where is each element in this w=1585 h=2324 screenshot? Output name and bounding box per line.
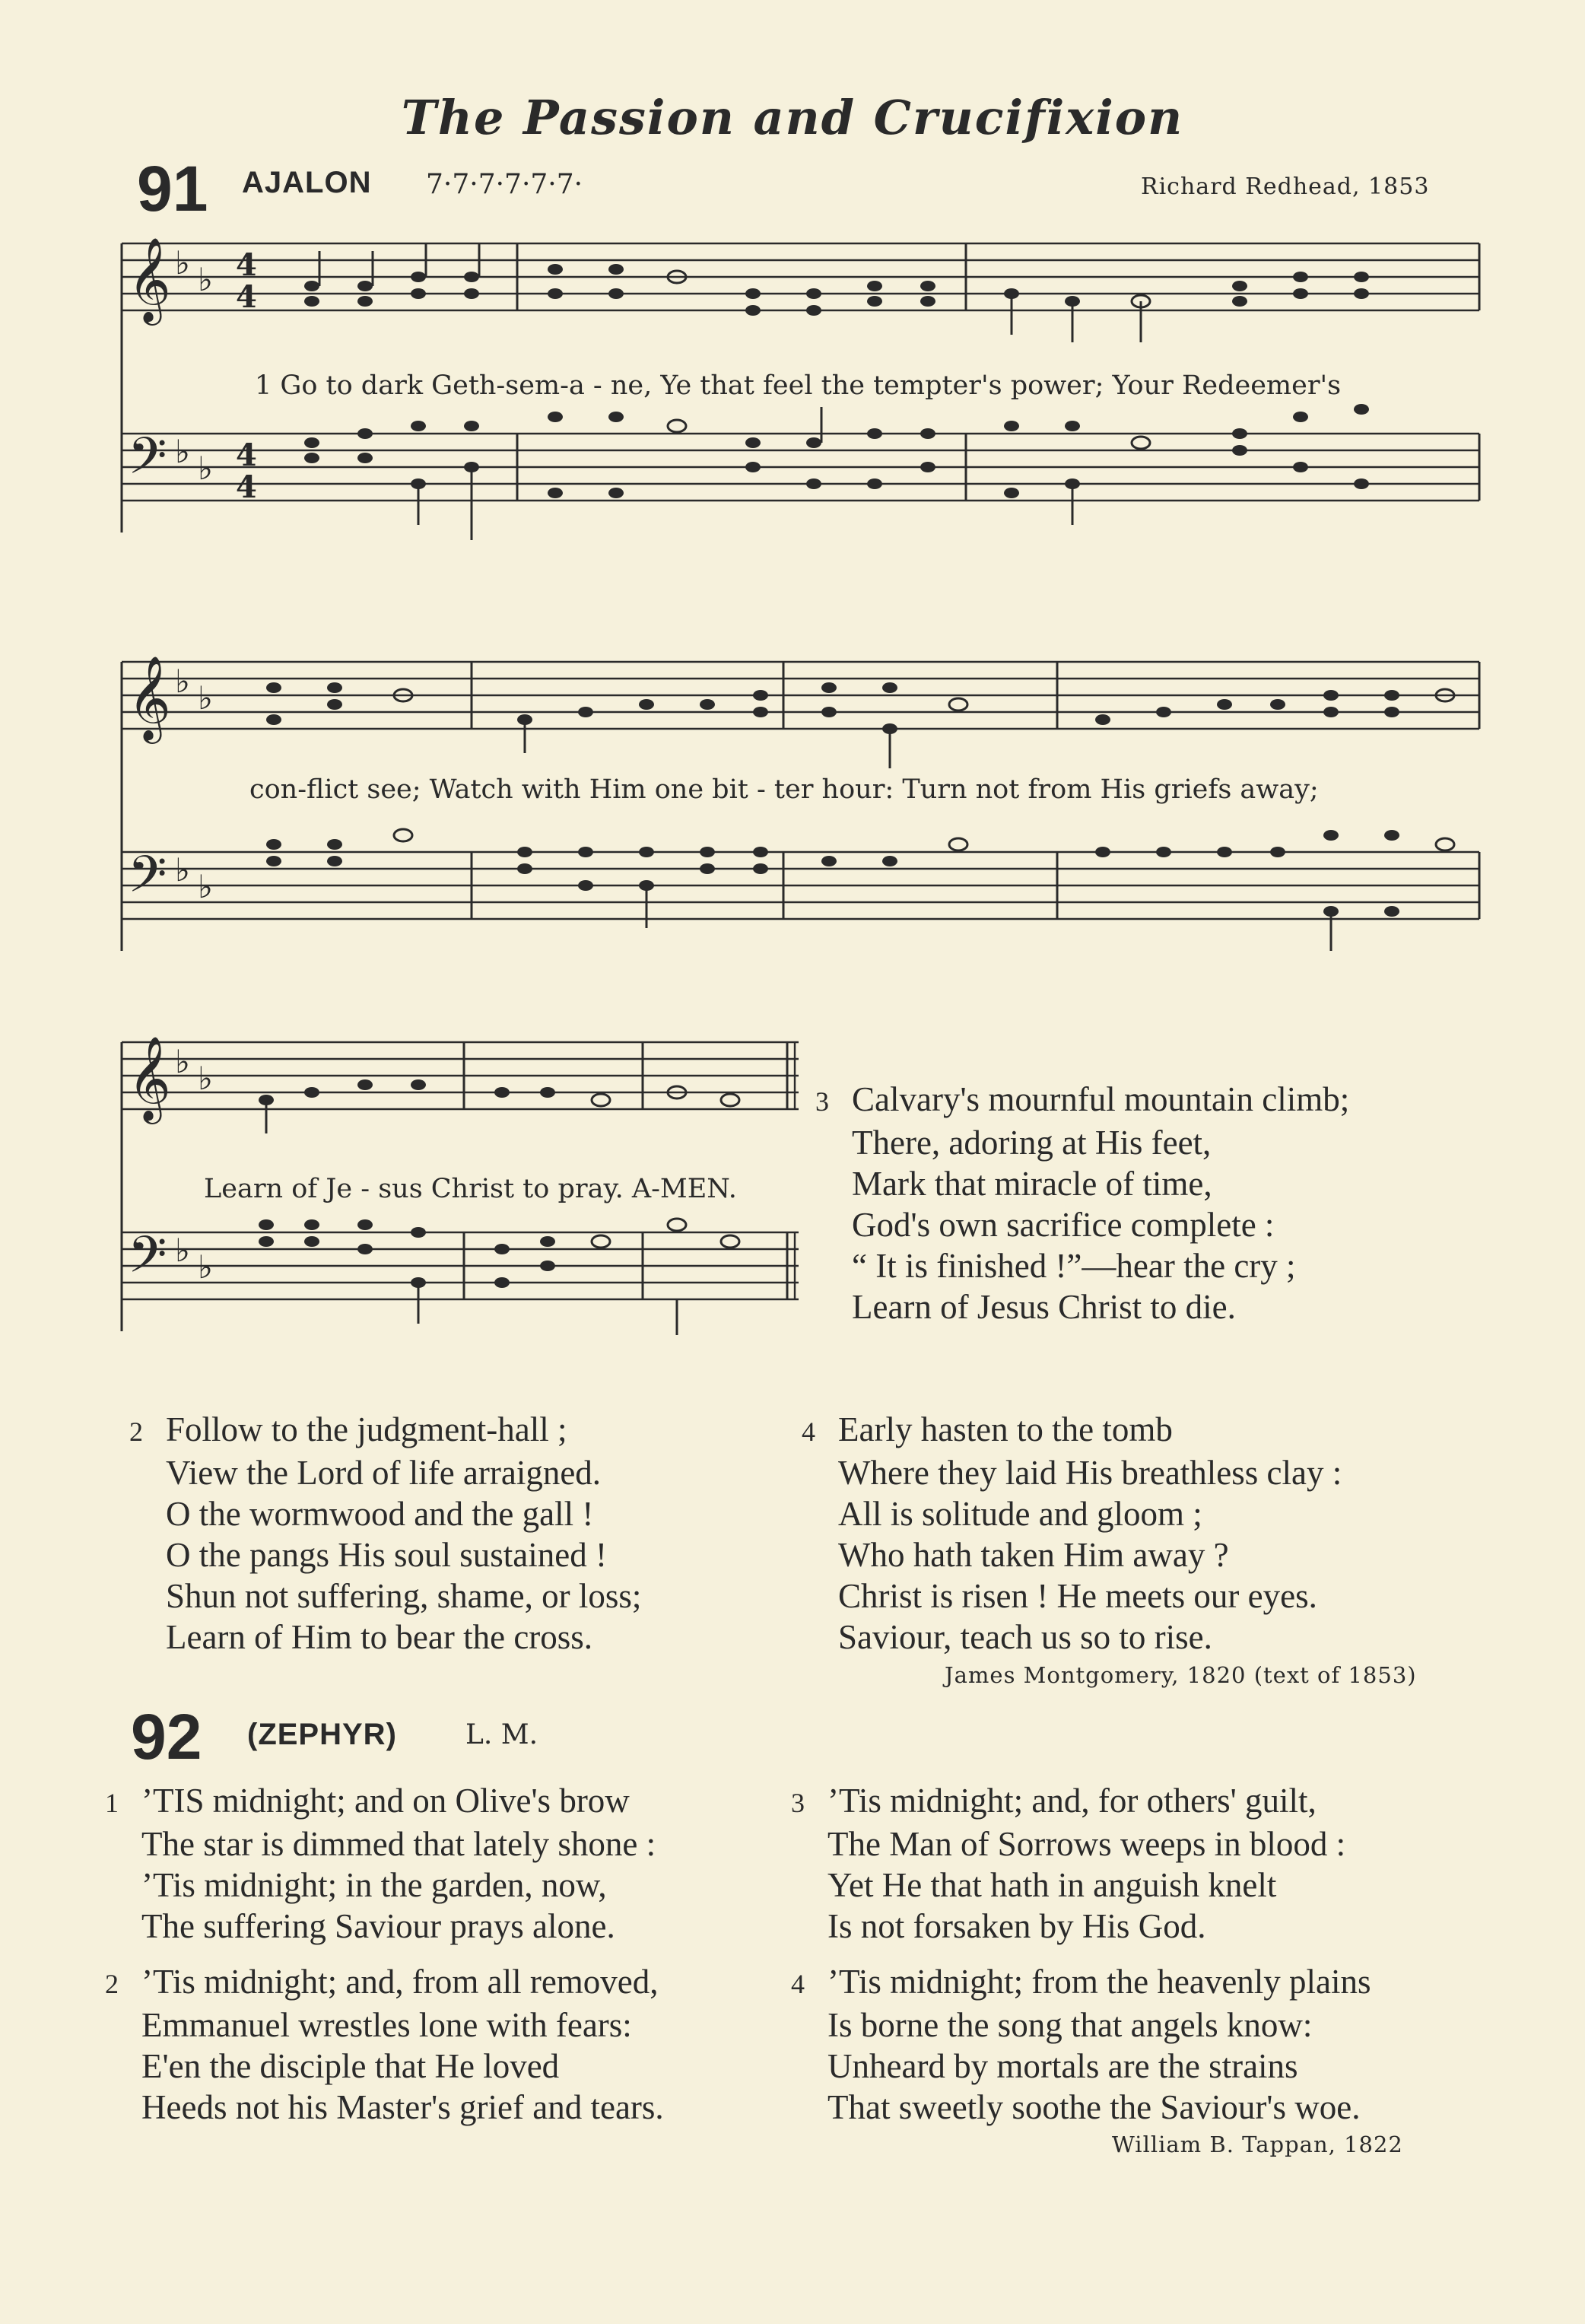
verse-line: ’Tis midnight; and, for others' guilt, [827, 1782, 1317, 1820]
verse-line: All is solitude and gloom ; [838, 1495, 1202, 1533]
hymn-92-meter: L. M. [465, 1719, 538, 1750]
hymn-92-tune-name: (ZEPHYR) [247, 1718, 397, 1751]
verse-line: ’Tis midnight; in the garden, now, [141, 1866, 607, 1904]
verse-line: The star is dimmed that lately shone : [141, 1825, 656, 1863]
hymn-91-tune-name: AJALON [242, 166, 372, 199]
time-signature: 4 [236, 279, 257, 315]
flat-icon: ♭ [175, 663, 190, 700]
page-header: The Passion and Crucifixion [401, 90, 1184, 145]
verse-line: Unheard by mortals are the strains [827, 2047, 1298, 2085]
flat-icon: ♭ [198, 1060, 213, 1097]
bass-staff [122, 404, 1479, 540]
flat-icon: ♭ [175, 244, 190, 281]
hymn-91-verse-2 [129, 1409, 641, 1658]
verse-line: The Man of Sorrows weeps in blood : [827, 1825, 1346, 1863]
treble-clef-icon: 𝄞 [128, 237, 171, 322]
flat-icon: ♭ [175, 1232, 190, 1269]
flat-icon: ♭ [175, 851, 190, 889]
treble-clef-icon: 𝄞 [128, 655, 171, 740]
hymn-92-attribution: William B. Tappan, 1822 [1112, 2132, 1403, 2157]
hymn-91-lyric-line-1: 1 Go to dark Geth-sem-a - ne, Ye that feel the tempter's power; Your Redeemer's [255, 370, 1342, 401]
verse-line: Shun not suffering, shame, or loss; [166, 1577, 642, 1615]
verse-line: ’TIS midnight; and on Olive's brow [141, 1782, 630, 1820]
verse-line: E'en the disciple that He loved [141, 2047, 560, 2085]
flat-icon: ♭ [198, 261, 213, 298]
verse-line: Calvary's mournful mountain climb; [852, 1080, 1350, 1118]
verse-line: ’Tis midnight; and, from all removed, [141, 1963, 659, 2001]
flat-icon: ♭ [198, 1248, 213, 1286]
verse-line: Follow to the judgment-hall ; [166, 1410, 567, 1448]
hymn-91-verse-4 [802, 1409, 1342, 1658]
verse-line: There, adoring at His feet, [852, 1124, 1212, 1162]
verse-number: 3 [791, 1788, 805, 1818]
flat-icon: ♭ [175, 433, 190, 470]
hymn-91-verse-3 [815, 1079, 1349, 1327]
verse-line: Saviour, teach us so to rise. [838, 1618, 1212, 1656]
verse-line: Mark that miracle of time, [852, 1165, 1212, 1203]
verse-line: Yet He that hath in anguish knelt [827, 1866, 1277, 1904]
verse-line: Where they laid His breathless clay : [838, 1454, 1342, 1492]
hymn-92-number: 92 [131, 1701, 202, 1772]
verse-line: The suffering Saviour prays alone. [141, 1907, 615, 1945]
verse-line: Who hath taken Him away ? [838, 1536, 1229, 1574]
bass-clef-icon: 𝄢 [128, 845, 167, 916]
bass-staff [122, 1219, 799, 1335]
hymn-91-composer: Richard Redhead, 1853 [1141, 173, 1430, 200]
flat-icon: ♭ [198, 868, 213, 905]
hymn-91-lyric-line-2: con-flict see; Watch with Him one bit - ter hour: Turn not from His griefs away; [249, 774, 1319, 805]
verse-number: 2 [105, 1969, 119, 1999]
verse-number: 4 [791, 1969, 805, 1999]
hymn-91-lyric-line-3: Learn of Je - sus Christ to pray. A-MEN. [204, 1174, 737, 1204]
hymn-91-attribution: James Montgomery, 1820 (text of 1853) [945, 1662, 1417, 1688]
verse-line: Christ is risen ! He meets our eyes. [838, 1577, 1317, 1615]
verse-line: Heeds not his Master's grief and tears. [141, 2088, 664, 2126]
verse-line: O the pangs His soul sustained ! [166, 1536, 607, 1574]
verse-line: ’Tis midnight; from the heavenly plains [827, 1963, 1371, 2001]
flat-icon: ♭ [198, 679, 213, 717]
verse-number: 4 [802, 1416, 815, 1447]
verse-line: Emmanuel wrestles lone with fears: [141, 2006, 632, 2044]
verse-line: God's own sacrifice complete : [852, 1206, 1275, 1244]
bass-staff [122, 829, 1479, 951]
hymn-92-verse-4 [791, 1961, 1371, 2128]
hymn-92-verse-3 [791, 1780, 1345, 1947]
time-signature: 4 [236, 469, 257, 505]
verse-line: View the Lord of life arraigned. [166, 1454, 602, 1492]
verse-line: Is borne the song that angels know: [827, 2006, 1313, 2044]
verse-line: O the wormwood and the gall ! [166, 1495, 594, 1533]
hymn-92-verse-1 [105, 1780, 656, 1947]
verse-line: Is not forsaken by His God. [827, 1907, 1206, 1945]
hymn-91-meter: 7·7·7·7·7·7· [426, 169, 583, 200]
verse-number: 1 [105, 1788, 119, 1818]
time-signature: 4 [236, 247, 257, 283]
verse-line: “ It is finished !”—hear the cry ; [852, 1247, 1296, 1285]
verse-line: Learn of Him to bear the cross. [166, 1618, 593, 1656]
flat-icon: ♭ [175, 1043, 190, 1080]
time-signature: 4 [236, 437, 257, 473]
music-system-2 [114, 639, 1483, 974]
verse-line: Learn of Jesus Christ to die. [852, 1288, 1236, 1326]
hymn-91-number: 91 [137, 153, 208, 224]
hymn-92-verse-2 [105, 1961, 664, 2128]
verse-line: That sweetly soothe the Saviour's woe. [827, 2088, 1361, 2126]
bass-clef-icon: 𝄢 [128, 1226, 167, 1296]
treble-clef-icon: 𝄞 [128, 1035, 171, 1121]
verse-line: Early hasten to the tomb [838, 1410, 1173, 1448]
flat-icon: ♭ [198, 450, 213, 487]
bass-clef-icon: 𝄢 [128, 427, 167, 498]
verse-number: 2 [129, 1416, 143, 1447]
verse-number: 3 [815, 1086, 829, 1117]
